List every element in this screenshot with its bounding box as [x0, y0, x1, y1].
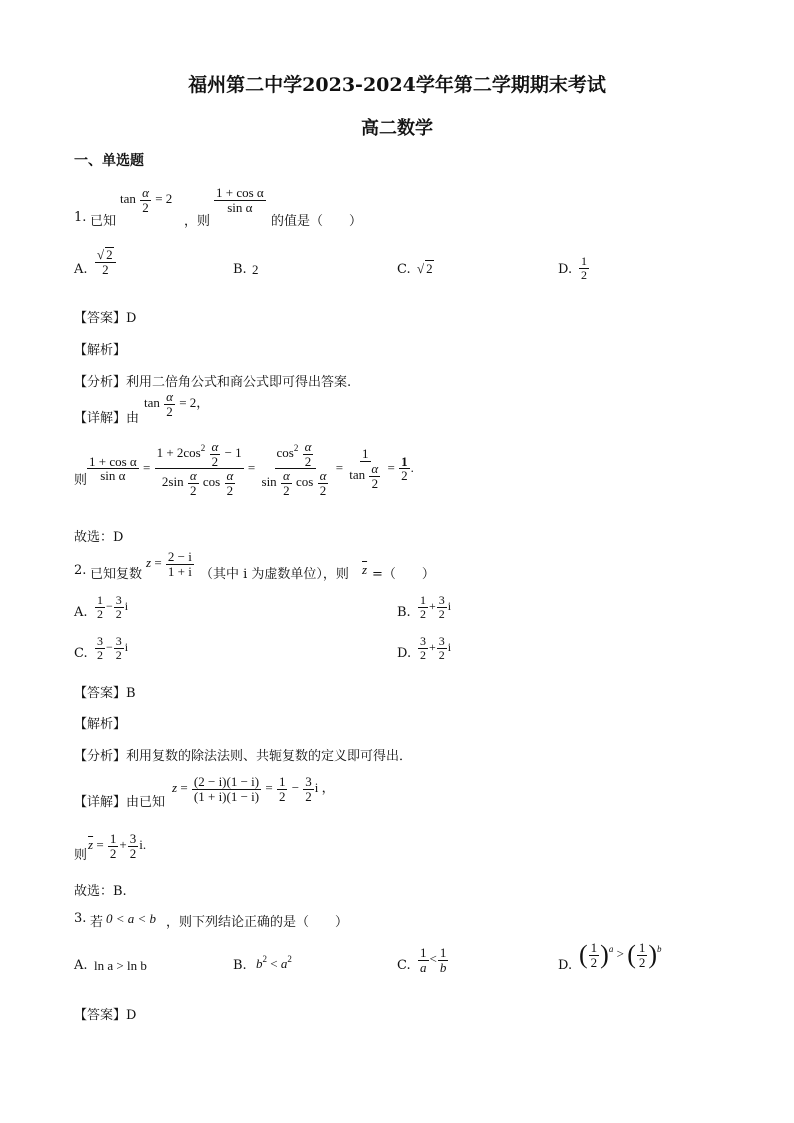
q3-condition: 0 < a < b — [106, 911, 157, 926]
q2-option-b: $\frac{1}{2}$ + $\frac{3}{2}$ i — [420, 593, 452, 621]
q1-option-d: $\frac{1}{2}$ — [581, 254, 587, 282]
q2-analysis: 【解析】 — [74, 717, 127, 732]
q1-text-then: ，则 — [184, 214, 211, 229]
q3-option-c: $\frac{1}{a}$ < $\frac{1}{b}$ — [420, 945, 447, 975]
q2-option-a-label: A. — [74, 605, 88, 620]
exam-title: 福州第二中学2023-2024学年第二学期期末考试 — [188, 74, 606, 96]
q2-conclusion: 故选：B. — [74, 884, 127, 899]
q3-option-a: ln a > ln b — [94, 958, 147, 973]
q3-option-b: $b^2 < a^2$ — [256, 954, 292, 971]
q2-option-a: $\frac{1}{2}$ − $\frac{3}{2}$ i — [97, 593, 129, 621]
q1-fenxi: 【分析】利用二倍角公式和商公式即可得出答案. — [74, 375, 352, 390]
q2-z-def: z = $\frac{2 - i}{1 + i}$ — [146, 549, 192, 579]
q2-option-c: $\frac{3}{2}$ − $\frac{3}{2}$ i — [97, 634, 129, 662]
q2-option-b-label: B. — [397, 605, 411, 620]
q1-option-c-label: C. — [397, 262, 411, 277]
q3-answer: 【答案】D — [74, 1008, 137, 1023]
q1-number: 1. — [74, 210, 87, 225]
q1-option-a-label: A. — [74, 262, 88, 277]
q3-number: 3. — [74, 911, 87, 926]
q1-option-b-label: B. — [233, 262, 247, 277]
q2-result-ze: 则 — [74, 848, 88, 863]
q2-option-c-label: C. — [74, 646, 88, 661]
q2-text: 已知复数 — [90, 567, 143, 582]
q3-text: 若 — [90, 915, 104, 930]
q1-detail-text: 【详解】由 — [74, 411, 140, 426]
q1-expression: $\frac{\text{1 + cos α}}{\text{sin α}}$ — [216, 185, 264, 215]
q1-text-value: 的值是（ ） — [271, 214, 363, 229]
q2-number: 2. — [74, 563, 87, 578]
exam-subtitle: 高二数学 — [361, 118, 433, 139]
q3-option-c-label: C. — [397, 958, 411, 973]
q1-condition: tan $\frac{\alpha}{2}$ = 2 — [120, 185, 173, 215]
q2-option-d-label: D. — [397, 646, 412, 661]
q1-conclusion: 故选：D — [74, 530, 124, 545]
q1-option-d-label: D. — [558, 262, 573, 277]
q2-result: $\overline{z}$ = $\frac{1}{2}$ + $\frac{3}{2}$ i. — [88, 831, 147, 861]
q2-detail-formula: z = $\frac{(2 - i)(1 - i)}{(1 + i)(1 - i)}$ = $\frac{1}{2}$ − $\frac{3}{2}$ i ， — [172, 774, 335, 804]
q1-answer: 【答案】D — [74, 311, 137, 326]
q1-analysis: 【解析】 — [74, 343, 127, 358]
q2-option-d: $\frac{3}{2}$ + $\frac{3}{2}$ i — [420, 634, 452, 662]
q3-text-end: ，则下列结论正确的是（ ） — [166, 915, 349, 930]
q3-option-d-label: D. — [558, 958, 573, 973]
q2-answer: 【答案】B — [74, 686, 136, 701]
q1-option-c: √ 2 — [417, 261, 433, 276]
q1-option-a: $\frac{√ 2}{2}$ — [94, 247, 117, 276]
q1-derivation: $\frac{\text{1 + cos α}}{\text{sin α}}$ = $1 + 2\cos^2$ $\frac{\alpha}{2}$ − 1 2sin $\frac{\alpha}{2}$ cos $\frac{\alpha}{2}$ = $\cos^2$ $\frac{\alpha}{2}$ sin $\frac{\alpha}{2}$ cos $\frac{\alpha}{2}$ = 1 tan $\frac{\alpha}{2}$ = $\frac{1}{2}$ . — [89, 439, 414, 498]
q3-option-b-label: B. — [233, 958, 247, 973]
section-title: 一、单选题 — [74, 153, 144, 169]
q2-zbar: $\overline{z}$ — [362, 562, 368, 577]
q1-detail-condition: tan $\frac{\alpha}{2}$ = 2， — [144, 389, 210, 419]
q2-text-note: （其中 i 为虚数单位），则 — [200, 567, 349, 582]
q2-fenxi: 【分析】利用复数的除法法则、共轭复数的定义即可得出． — [74, 749, 413, 764]
q3-option-a-label: A. — [74, 958, 88, 973]
q3-option-d: ( $\frac{1}{2}$ )$^a$ > ( $\frac{1}{2}$ )$^b$ — [579, 939, 662, 970]
q1-option-b: 2 — [252, 262, 259, 277]
q1-derivation-ze: 则 — [74, 473, 88, 488]
q2-detail-text: 【详解】由已知 — [74, 795, 166, 810]
q1-text: 已知 — [90, 214, 117, 229]
q2-text-end: =（ ） — [372, 567, 435, 582]
